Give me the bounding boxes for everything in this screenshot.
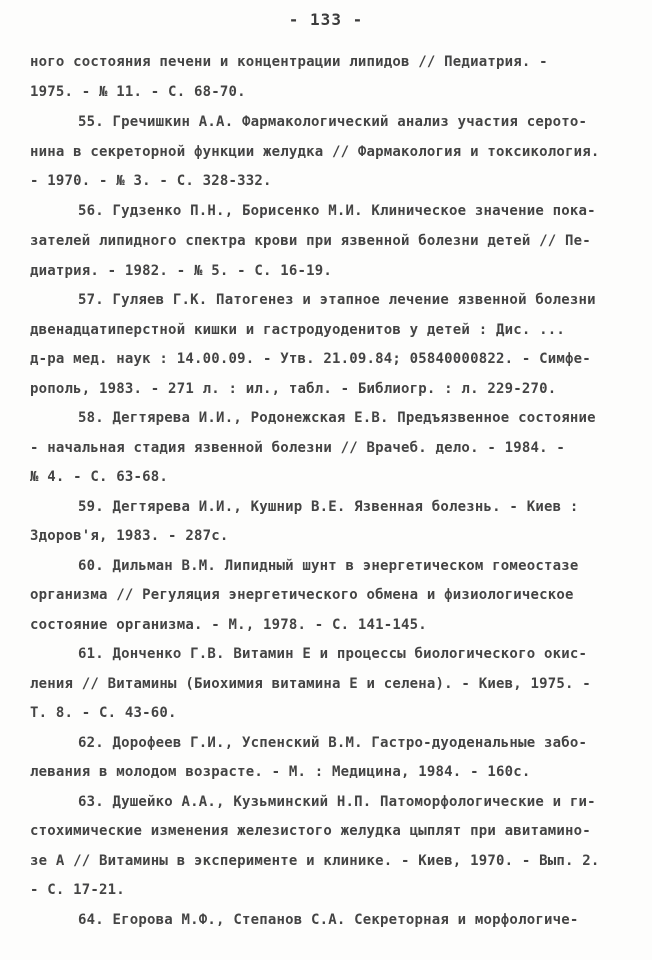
text-line: д-ра мед. наук : 14.00.09. - Утв. 21.09.84; 05840000822. - Симфе- <box>30 351 591 367</box>
text-line: рополь, 1983. - 271 л. : ил., табл. - Библиогр. : л. 229-270. <box>30 381 557 397</box>
text-line: - С. 17-21. <box>30 882 125 898</box>
text-line: 61. Донченко Г.В. Витамин Е и процессы биологического окис- <box>78 646 588 662</box>
text-line: двенадцатиперстной кишки и гастродуоденитов у детей : Дис. ... <box>30 322 565 338</box>
text-line: левания в молодом возрасте. - М. : Медицина, 1984. - 160с. <box>30 764 531 780</box>
text-line: 57. Гуляев Г.К. Патогенез и этапное лечение язвенной болезни <box>78 292 596 308</box>
text-line: 59. Дегтярева И.И., Кушнир В.Е. Язвенная болезнь. - Киев : <box>78 499 579 515</box>
text-line: 64. Егорова М.Ф., Степанов С.А. Секреторная и морфологиче- <box>78 912 579 928</box>
text-line: состояние организма. - М., 1978. - С. 141-145. <box>30 617 427 633</box>
text-line: нина в секреторной функции желудка // Фармакология и токсикология. <box>30 144 600 160</box>
text-line: 56. Гудзенко П.Н., Борисенко М.И. Клиническое значение пока- <box>78 203 596 219</box>
text-line: зе А // Витамины в эксперименте и клинике. - Киев, 1970. - Вып. 2. <box>30 853 600 869</box>
text-line: - 1970. - № 3. - С. 328-332. <box>30 173 272 189</box>
text-line: - начальная стадия язвенной болезни // Врачеб. дело. - 1984. - <box>30 440 565 456</box>
text-line: 60. Дильман В.М. Липидный шунт в энергетическом гомеостазе <box>78 558 579 574</box>
text-line: 55. Гречишкин А.А. Фармакологический анализ участия серото- <box>78 114 588 130</box>
text-line: стохимические изменения железистого желудка цыплят при авитамино- <box>30 823 591 839</box>
text-line: 58. Дегтярева И.И., Родонежская Е.В. Предъязвенное состояние <box>78 410 596 426</box>
text-line: ления // Витамины (Биохимия витамина Е и селена). - Киев, 1975. - <box>30 676 591 692</box>
text-line: 63. Душейко А.А., Кузьминский Н.П. Патоморфологические и ги- <box>78 794 596 810</box>
text-line: Т. 8. - С. 43-60. <box>30 705 177 721</box>
text-line: диатрия. - 1982. - № 5. - С. 16-19. <box>30 263 333 279</box>
text-line: 62. Дорофеев Г.И., Успенский В.М. Гастро-дуоденальные забо- <box>78 735 588 751</box>
text-line: № 4. - С. 63-68. <box>30 469 169 485</box>
text-line: ного состояния печени и концентрации липидов // Педиатрия. - <box>30 54 548 70</box>
page-number: - 133 - <box>288 10 364 29</box>
text-line: зателей липидного спектра крови при язвенной болезни детей // Пе- <box>30 233 591 249</box>
text-line: Здоров'я, 1983. - 287с. <box>30 528 229 544</box>
text-line: 1975. - № 11. - С. 68-70. <box>30 84 246 100</box>
text-line: организма // Регуляция энергетического обмена и физиологическое <box>30 587 574 603</box>
